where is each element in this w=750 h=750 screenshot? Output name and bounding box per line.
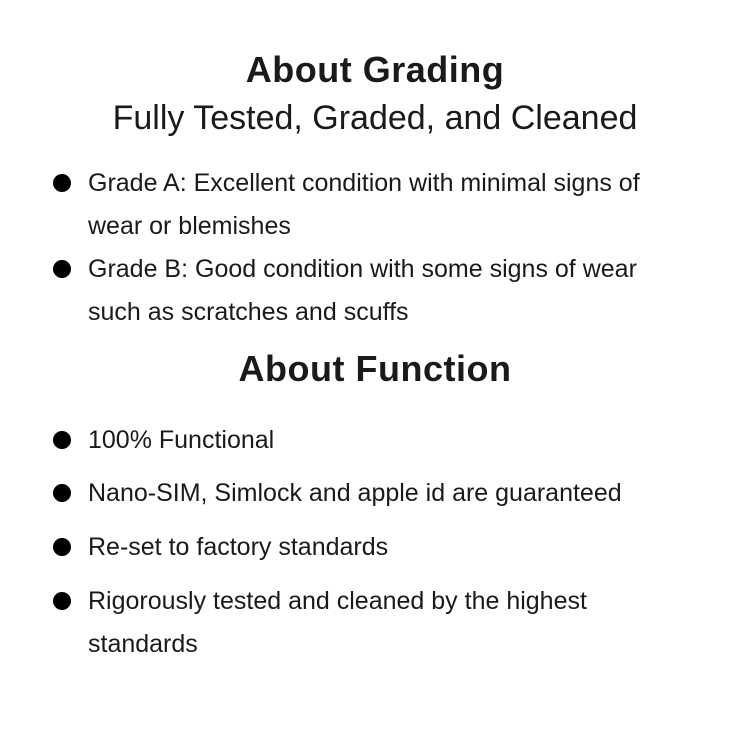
bullet-icon — [53, 538, 71, 556]
bullet-icon — [53, 484, 71, 502]
list-item-line: Nano-SIM, Simlock and apple id are guaranteed — [88, 479, 622, 507]
list-item-line: such as scratches and scuffs — [88, 298, 409, 326]
grading-list-item — [53, 162, 640, 248]
list-item-line: wear or blemishes — [88, 212, 291, 240]
function-list-item — [53, 580, 587, 666]
bullet-icon — [53, 431, 71, 449]
function-list-item — [53, 526, 388, 569]
grading-section-subtitle: Fully Tested, Graded, and Cleaned — [112, 99, 638, 137]
function-list-item — [53, 472, 622, 515]
bullet-icon — [53, 174, 71, 192]
list-item-line: 100% Functional — [88, 426, 275, 454]
bullet-icon — [53, 260, 71, 278]
grading-list-item — [53, 248, 637, 334]
list-item-line: Grade B: Good condition with some signs of wear — [88, 255, 637, 283]
list-item-line: Rigorously tested and cleaned by the highest — [88, 587, 587, 615]
list-item-line: Re-set to factory standards — [88, 533, 389, 561]
function-section-heading: About Function — [238, 348, 512, 389]
bullet-icon — [53, 592, 71, 610]
list-item-line: standards — [88, 630, 198, 658]
function-list-item — [53, 419, 274, 462]
grading-section-heading: About Grading — [245, 49, 505, 90]
list-item-line: Grade A: Excellent condition with minimal signs of — [88, 169, 640, 197]
